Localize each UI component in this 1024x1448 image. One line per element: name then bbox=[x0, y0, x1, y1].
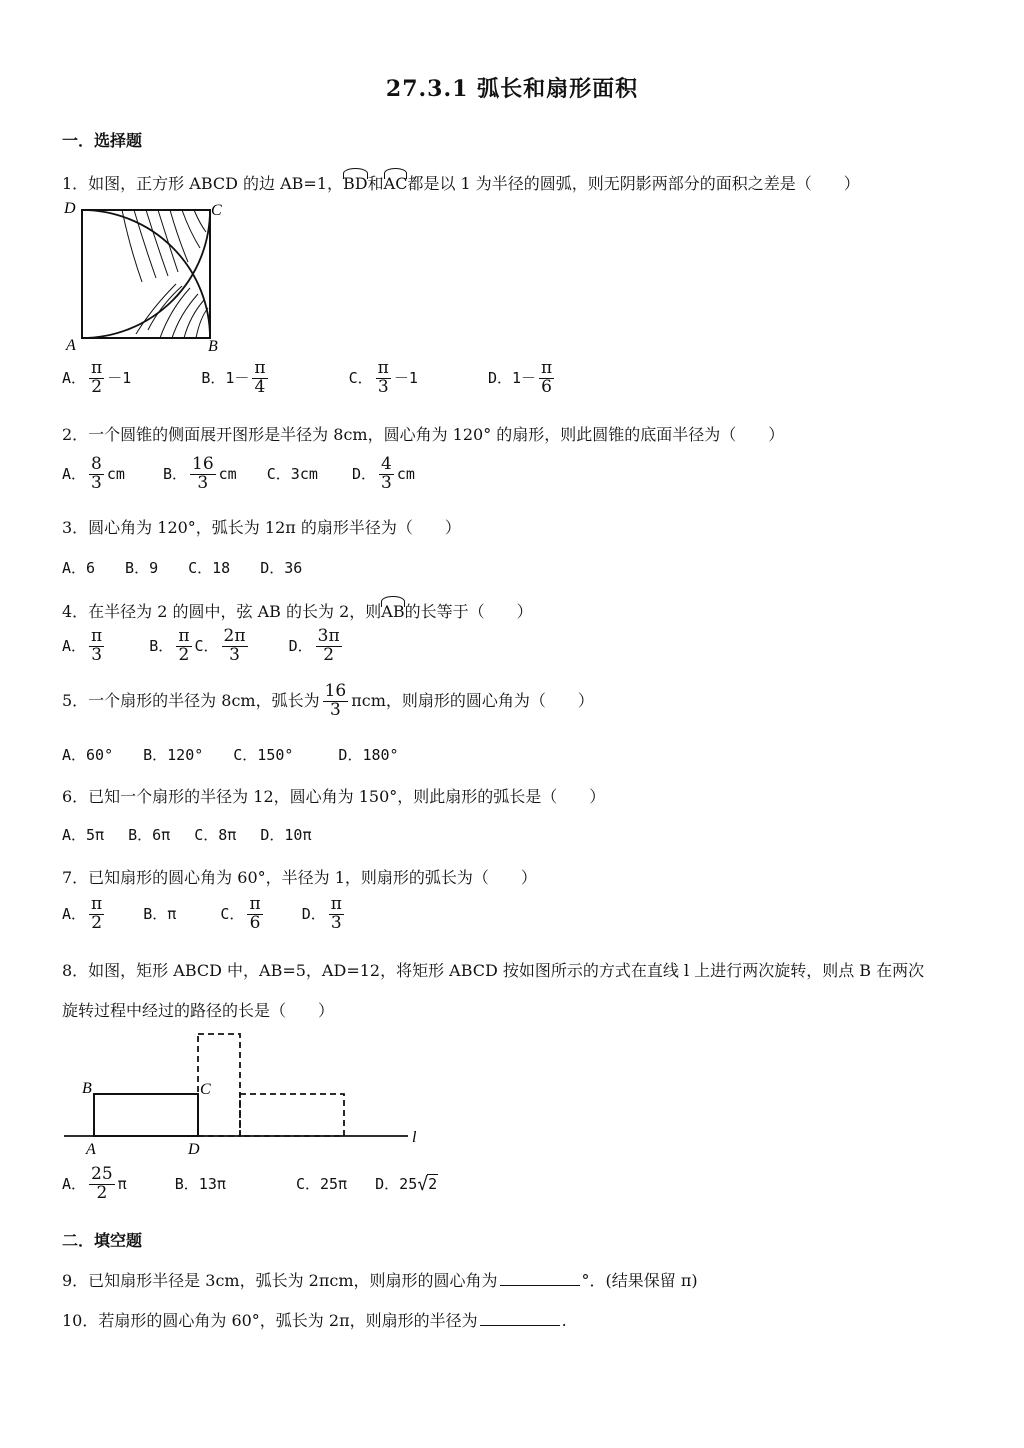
question-9: 9．已知扇形半径是 3cm，弧长为 2πcm，则扇形的圆心角为 °．(结果保留 π) bbox=[62, 1271, 698, 1290]
q8-opt-b: B．13π bbox=[174, 1174, 226, 1193]
q5-options: A．60° B．120° C．150° D．180° bbox=[62, 746, 399, 764]
q8-label-b: B bbox=[82, 1080, 92, 1097]
page-title: 27.3.1 弧长和扇形面积 bbox=[385, 76, 639, 102]
question-8-line1: 8．如图，矩形 ABCD 中，AB=5，AD=12，将矩形 ABCD 按如图所示的方式在直线 l 上进行两次旋转，则点 B 在两次 bbox=[62, 961, 925, 980]
q8-opt-a: A． $\frac{25}{2}$ π bbox=[62, 1164, 127, 1203]
q1-options bbox=[62, 360, 557, 397]
q7-options bbox=[62, 896, 347, 933]
q4-options bbox=[62, 628, 345, 665]
q1-figure-square bbox=[60, 198, 230, 356]
section-heading-choice: 一．选择题 bbox=[62, 131, 143, 150]
question-2: 2．一个圆锥的侧面展开图形是半径为 8cm，圆心角为 120° 的扇形，则此圆锥的底面半径为（ ） bbox=[62, 425, 785, 444]
question-6: 6．已知一个扇形的半径为 12，圆心角为 150°，则此扇形的弧长是（ ） bbox=[62, 787, 606, 806]
q1-opt-d: D．1－ $\frac{\pi}{6}$ bbox=[487, 358, 553, 397]
q1-opt-c: C． $\frac{\pi}{3}$ －1 bbox=[348, 358, 418, 397]
q2-opt-b: B． $\frac{16}{3}$ cm bbox=[162, 454, 237, 493]
question-10: 10．若扇形的圆心角为 60°，弧长为 2π，则扇形的半径为 . bbox=[62, 1311, 567, 1330]
q1-label-b: B bbox=[208, 338, 218, 355]
q3-options: A．6 B．9 C．18 D．36 bbox=[62, 559, 303, 577]
q4-opt-b: B． $\frac{\pi}{2}$ bbox=[149, 626, 190, 665]
q4-text-b: 的长等于（ ） bbox=[404, 602, 533, 621]
q2-opt-d: D． $\frac{4}{3}$ cm bbox=[351, 454, 415, 493]
question-5: 5．一个扇形的半径为 8cm，弧长为 $\frac{16}{3}$ πcm，则扇形的圆心角为（ ） bbox=[62, 681, 594, 720]
q8-label-a: A bbox=[86, 1141, 96, 1158]
q1-text-b: 都是以 1 为半径的圆弧，则无阴影两部分的面积之差是（ ） bbox=[407, 174, 860, 193]
q1-arc-ac: AC bbox=[384, 170, 408, 193]
q4-opt-d: D． $\frac{3\pi}{2}$ bbox=[288, 626, 340, 665]
q4-arc-ab: AB bbox=[381, 598, 404, 621]
q4-opt-a: A． $\frac{\pi}{3}$ bbox=[62, 626, 103, 665]
question-4 bbox=[62, 598, 533, 622]
q1-text-a: 1．如图，正方形 ABCD 的边 AB=1， bbox=[62, 174, 344, 193]
q7-opt-b: B．π bbox=[143, 904, 177, 923]
rect-abcd bbox=[94, 1094, 198, 1136]
q8-label-c: C bbox=[200, 1081, 211, 1098]
q2-options bbox=[62, 456, 415, 493]
q2-opt-a: A． $\frac{8}{3}$ cm bbox=[62, 454, 125, 493]
q1-arc-bd: BD bbox=[343, 170, 368, 193]
q1-opt-b: B．1－ $\frac{\pi}{4}$ bbox=[201, 358, 266, 397]
rect-rotated-2 bbox=[240, 1094, 344, 1136]
q1-label-d: D bbox=[64, 200, 76, 217]
q9-answer-blank[interactable] bbox=[500, 1285, 580, 1286]
question-7: 7．已知扇形的圆心角为 60°，半径为 1，则扇形的弧长为（ ） bbox=[62, 868, 537, 887]
q8-opt-c: C．25π bbox=[295, 1174, 348, 1193]
q8-label-d: D bbox=[188, 1141, 200, 1158]
q1-mid: 和 bbox=[367, 174, 384, 193]
q7-opt-d: D． $\frac{\pi}{3}$ bbox=[301, 894, 342, 933]
q10-answer-blank[interactable] bbox=[480, 1325, 560, 1326]
q4-opt-c: C． $\frac{2\pi}{3}$ bbox=[194, 626, 246, 665]
question-8-line2: 旋转过程中经过的路径的长是（ ） bbox=[62, 1001, 335, 1020]
question-3: 3．圆心角为 120°，弧长为 12π 的扇形半径为（ ） bbox=[62, 518, 461, 537]
q1-label-a: A bbox=[66, 337, 76, 354]
q8-opt-d: D．25 √ 2 bbox=[375, 1173, 438, 1195]
q1-opt-a: A． $\frac{\pi}{2}$ －1 bbox=[62, 358, 132, 397]
q1-label-c: C bbox=[211, 202, 222, 219]
q8-options bbox=[62, 1166, 438, 1203]
q8-label-l: l bbox=[412, 1129, 417, 1146]
question-1 bbox=[62, 170, 860, 194]
q7-opt-a: A． $\frac{\pi}{2}$ bbox=[62, 894, 103, 933]
q6-options: A．5π B．6π C．8π D．10π bbox=[62, 826, 312, 844]
q8-figure-rotation bbox=[60, 1030, 430, 1160]
q4-text-a: 4．在半径为 2 的圆中，弦 AB 的长为 2，则 bbox=[62, 602, 382, 621]
q7-opt-c: C． $\frac{\pi}{6}$ bbox=[220, 894, 261, 933]
section-heading-fill: 二．填空题 bbox=[62, 1231, 143, 1250]
q2-opt-c: C．3cm bbox=[266, 464, 318, 483]
